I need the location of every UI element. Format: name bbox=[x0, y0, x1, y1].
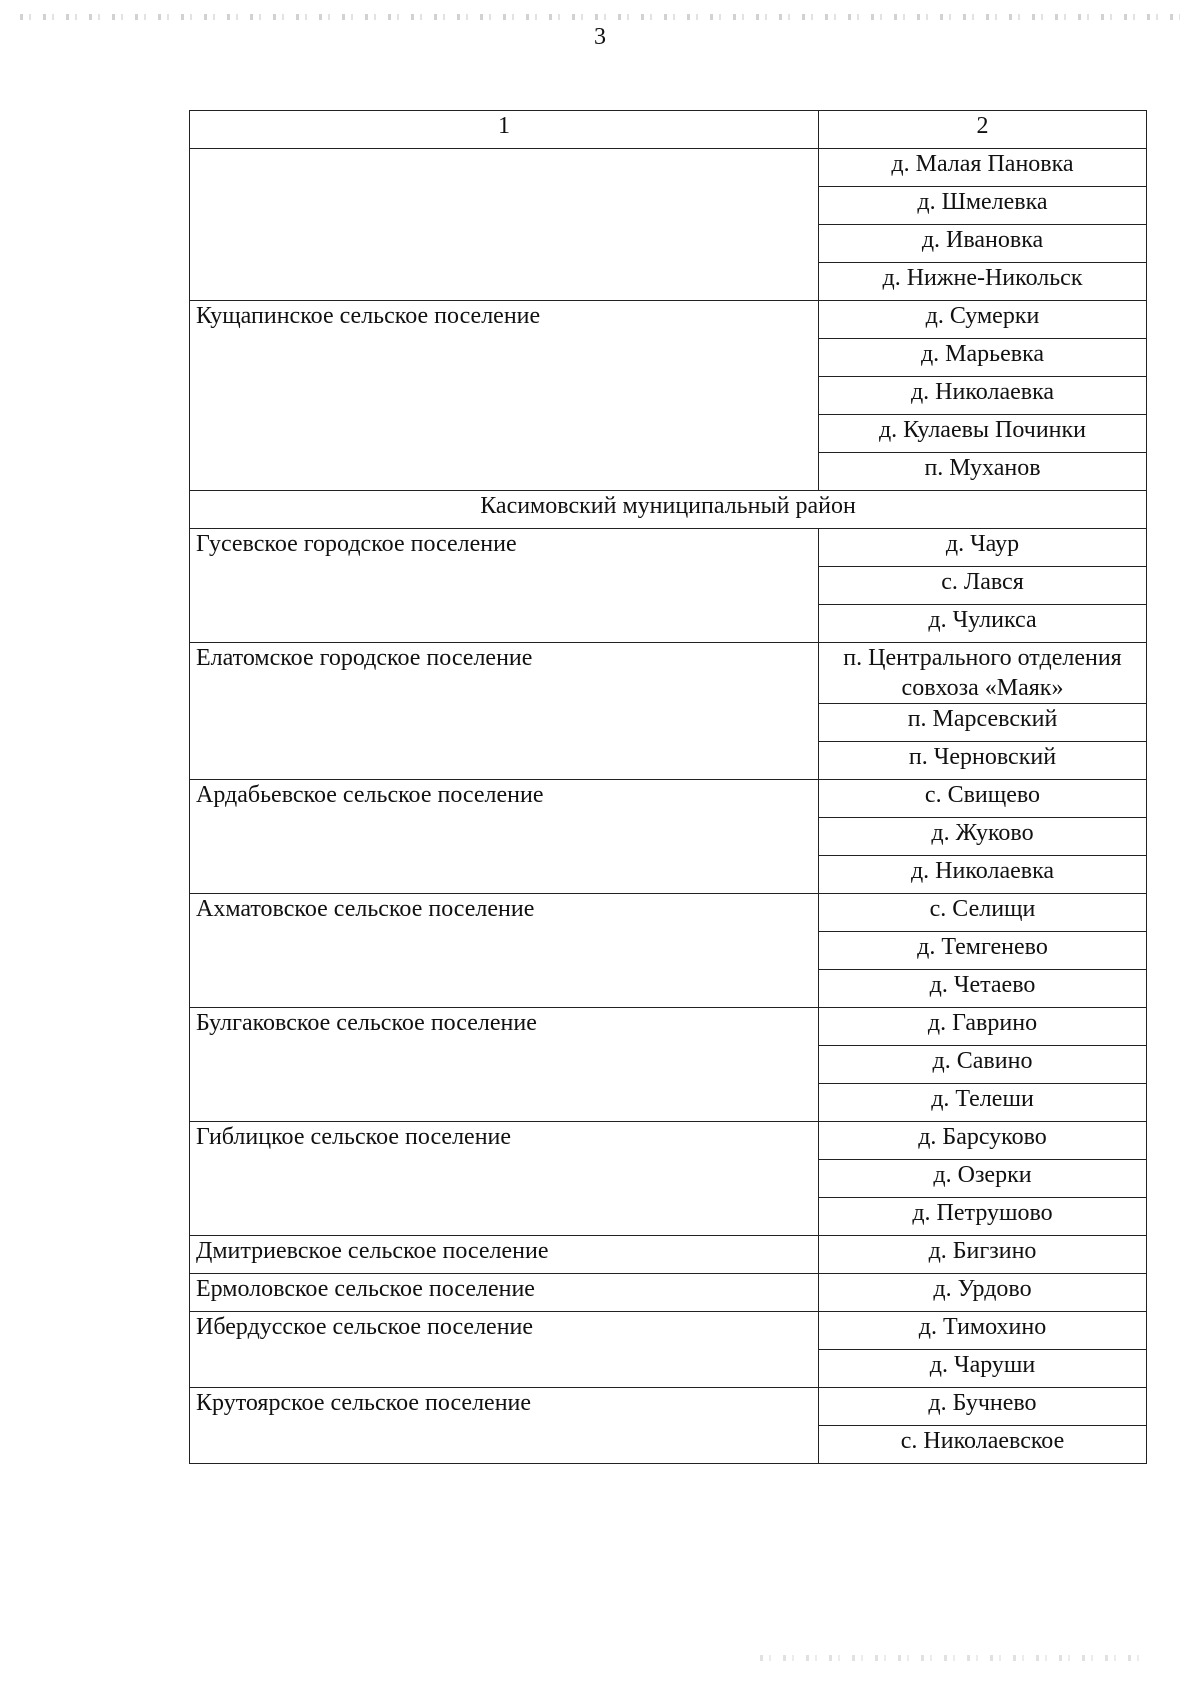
table-row bbox=[190, 1388, 1147, 1426]
village-cell: п. Марсевский bbox=[819, 704, 1147, 742]
district-title: Касимовский муниципальный район bbox=[190, 491, 1147, 529]
table-row bbox=[190, 1008, 1147, 1046]
village-cell: д. Озерки bbox=[819, 1160, 1147, 1198]
settlement-cell: Елатомское городское поселение bbox=[190, 643, 819, 780]
village-cell: д. Сумерки bbox=[819, 301, 1147, 339]
village-cell: д. Нижне-Никольск bbox=[819, 263, 1147, 301]
settlement-cell: Гиблицкое сельское поселение bbox=[190, 1122, 819, 1236]
settlement-cell: Ахматовское сельское поселение bbox=[190, 894, 819, 1008]
village-cell: д. Ивановка bbox=[819, 225, 1147, 263]
table-row bbox=[190, 1236, 1147, 1274]
table-row bbox=[190, 780, 1147, 818]
village-cell: д. Темгенево bbox=[819, 932, 1147, 970]
village-cell: с. Селищи bbox=[819, 894, 1147, 932]
village-cell: д. Барсуково bbox=[819, 1122, 1147, 1160]
village-cell: д. Тимохино bbox=[819, 1312, 1147, 1350]
village-cell: д. Чуликса bbox=[819, 605, 1147, 643]
table-row bbox=[190, 1274, 1147, 1312]
table-row bbox=[190, 643, 1147, 704]
village-cell: д. Малая Пановка bbox=[819, 149, 1147, 187]
village-cell: д. Четаево bbox=[819, 970, 1147, 1008]
village-cell: д. Шмелевка bbox=[819, 187, 1147, 225]
column-header-2: 2 bbox=[819, 111, 1147, 149]
village-cell: с. Николаевское bbox=[819, 1426, 1147, 1464]
column-header-1: 1 bbox=[190, 111, 819, 149]
table-row bbox=[190, 1312, 1147, 1350]
table-row bbox=[190, 894, 1147, 932]
district-row bbox=[190, 491, 1147, 529]
table-row bbox=[190, 301, 1147, 339]
scan-artifact-bottom bbox=[760, 1655, 1140, 1661]
settlement-cell: Ермоловское сельское поселение bbox=[190, 1274, 819, 1312]
village-cell: д. Урдово bbox=[819, 1274, 1147, 1312]
village-cell: д. Жуково bbox=[819, 818, 1147, 856]
village-cell: д. Марьевка bbox=[819, 339, 1147, 377]
page-number: 3 bbox=[594, 24, 606, 50]
village-cell: п. Центрального отделения совхоза «Маяк» bbox=[819, 643, 1147, 704]
village-cell: д. Кулаевы Починки bbox=[819, 415, 1147, 453]
village-cell: д. Савино bbox=[819, 1046, 1147, 1084]
village-cell: с. Лався bbox=[819, 567, 1147, 605]
table-row bbox=[190, 529, 1147, 567]
scan-artifact-top bbox=[20, 14, 1180, 20]
settlement-cell: Булгаковское сельское поселение bbox=[190, 1008, 819, 1122]
village-cell: д. Бигзино bbox=[819, 1236, 1147, 1274]
village-cell: д. Бучнево bbox=[819, 1388, 1147, 1426]
settlement-cell: Крутоярское сельское поселение bbox=[190, 1388, 819, 1464]
village-cell: д. Телеши bbox=[819, 1084, 1147, 1122]
village-cell: д. Петрушово bbox=[819, 1198, 1147, 1236]
village-cell: д. Чаруши bbox=[819, 1350, 1147, 1388]
settlements-table bbox=[189, 110, 1147, 1464]
village-cell: с. Свищево bbox=[819, 780, 1147, 818]
settlement-cell: Ардабьевское сельское поселение bbox=[190, 780, 819, 894]
village-cell: д. Гаврино bbox=[819, 1008, 1147, 1046]
village-cell: д. Николаевка bbox=[819, 377, 1147, 415]
table-row bbox=[190, 1122, 1147, 1160]
table-row bbox=[190, 149, 1147, 187]
village-cell: д. Чаур bbox=[819, 529, 1147, 567]
village-cell: д. Николаевка bbox=[819, 856, 1147, 894]
settlement-cell: Ибердусское сельское поселение bbox=[190, 1312, 819, 1388]
settlement-cell: Кущапинское сельское поселение bbox=[190, 301, 819, 491]
village-cell: п. Муханов bbox=[819, 453, 1147, 491]
settlement-cell-empty bbox=[190, 149, 819, 301]
table-header-row bbox=[190, 111, 1147, 149]
settlement-cell: Дмитриевское сельское поселение bbox=[190, 1236, 819, 1274]
settlement-cell: Гусевское городское поселение bbox=[190, 529, 819, 643]
village-cell: п. Черновский bbox=[819, 742, 1147, 780]
